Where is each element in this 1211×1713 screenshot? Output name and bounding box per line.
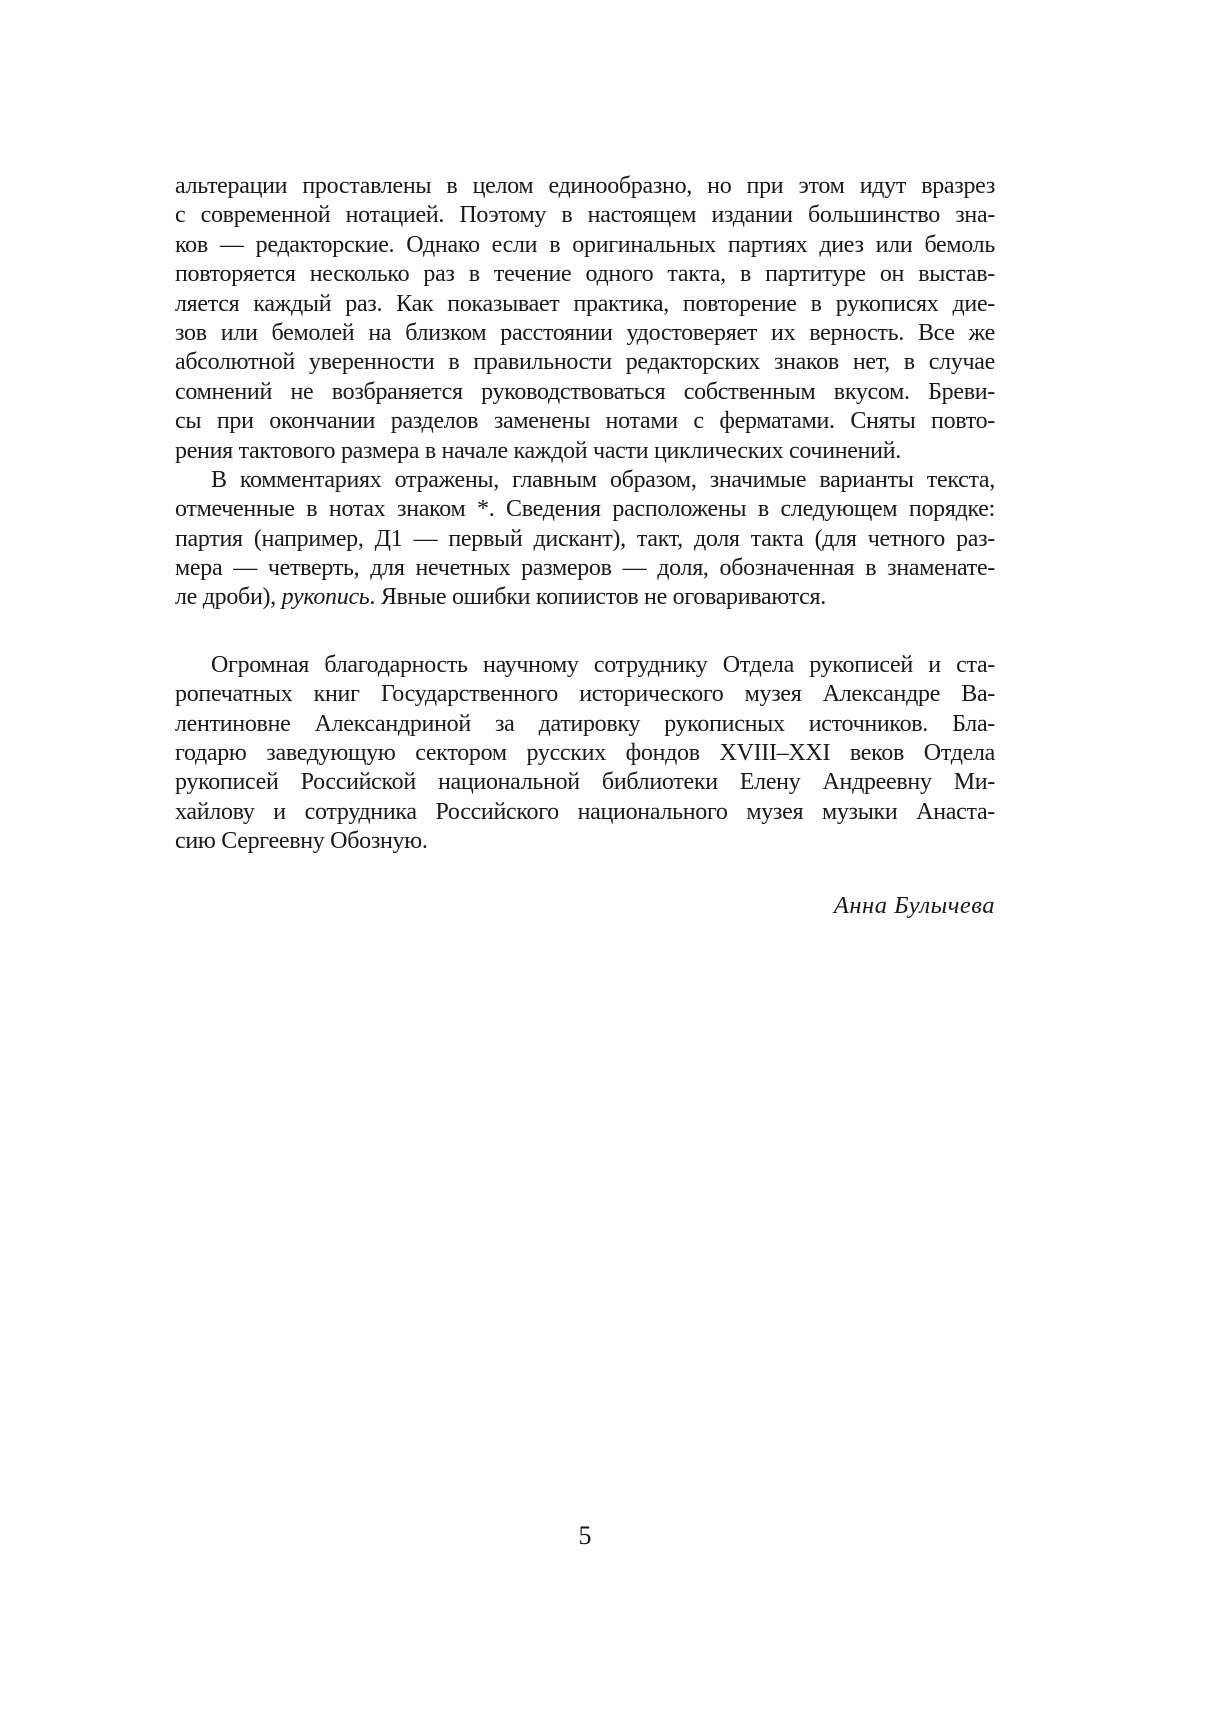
- text-line: [175, 554, 995, 583]
- text-line: [175, 680, 995, 709]
- text-segment: сы при окончании разделов заменены нотами с ферматами. Сняты повто-: [175, 408, 995, 435]
- text-line: [175, 348, 995, 377]
- text-line: [175, 651, 995, 680]
- text-segment: ляется каждый раз. Как показывает практика, повторение в рукописях дие-: [175, 290, 995, 317]
- text-line: [175, 710, 995, 739]
- text-segment: рения тактового размера в начале каждой части циклических сочинений.: [175, 437, 901, 464]
- paragraph-2: [175, 466, 995, 613]
- text-segment: ропечатных книг Государственного исторического музея Александре Ва-: [175, 681, 995, 708]
- text-block: [175, 172, 995, 921]
- text-segment: хайлову и сотрудника Российского национального музея музыки Анаста-: [175, 798, 995, 825]
- text-segment: мера — четверть, для нечетных размеров — доля, обозначенная в знаменате-: [175, 555, 995, 582]
- page-number: 5: [578, 1521, 592, 1550]
- author-signature: Анна Булычева: [833, 891, 995, 919]
- text-line: [175, 201, 995, 230]
- paragraph-3: [175, 651, 995, 857]
- text-line: [175, 798, 995, 827]
- italic-text: рукопись: [281, 584, 370, 611]
- text-line: [175, 583, 995, 612]
- text-segment: зов или бемолей на близком расстоянии удостоверяет их верность. Все же: [175, 319, 995, 346]
- text-line: [175, 319, 995, 348]
- text-line: [175, 260, 995, 289]
- text-line: [175, 739, 995, 768]
- text-line: [175, 290, 995, 319]
- text-segment: рукописей Российской национальной библиотеки Елену Андреевну Ми-: [175, 769, 995, 796]
- text-line: [175, 231, 995, 260]
- text-segment: годарю заведующую сектором русских фондов XVIII–XXI веков Отдела: [175, 740, 995, 767]
- text-segment: Огромная благодарность научному сотруднику Отдела рукописей и ста-: [211, 651, 995, 678]
- text-line: [175, 172, 995, 201]
- text-line: [175, 827, 995, 856]
- text-segment: лентиновне Александриной за датировку рукописных источников. Бла-: [175, 710, 995, 737]
- text-line: [175, 466, 995, 495]
- text-segment: повторяется несколько раз в течение одного такта, в партитуре он выстав-: [175, 261, 995, 288]
- text-segment: абсолютной уверенности в правильности редакторских знаков нет, в случае: [175, 349, 995, 376]
- text-line: [175, 495, 995, 524]
- paragraph-1: [175, 172, 995, 466]
- text-segment: сию Сергеевну Обозную.: [175, 828, 428, 855]
- text-segment: партия (например, Д1 — первый дискант), такт, доля такта (для четного раз-: [175, 525, 995, 552]
- text-segment: отмеченные в нотах знаком *. Сведения расположены в следующем порядке:: [175, 496, 995, 523]
- text-line: [175, 768, 995, 797]
- text-line: [175, 437, 995, 466]
- text-segment: . Явные ошибки копиистов не оговариваются.: [369, 584, 826, 611]
- text-line: [175, 407, 995, 436]
- text-segment: альтерации проставлены в целом единообразно, но при этом идут вразрез: [175, 173, 995, 199]
- text-segment: ле дроби),: [175, 584, 282, 611]
- text-segment: с современной нотацией. Поэтому в настоящем издании большинство зна-: [175, 202, 995, 229]
- text-segment: сомнений не возбраняется руководствоваться собственным вкусом. Бреви-: [175, 378, 995, 405]
- text-segment: В комментариях отражены, главным образом, значимые варианты текста,: [211, 466, 995, 493]
- text-line: [175, 525, 995, 554]
- text-line: [175, 378, 995, 407]
- text-segment: ков — редакторские. Однако если в оригинальных партиях диез или бемоль: [175, 231, 995, 258]
